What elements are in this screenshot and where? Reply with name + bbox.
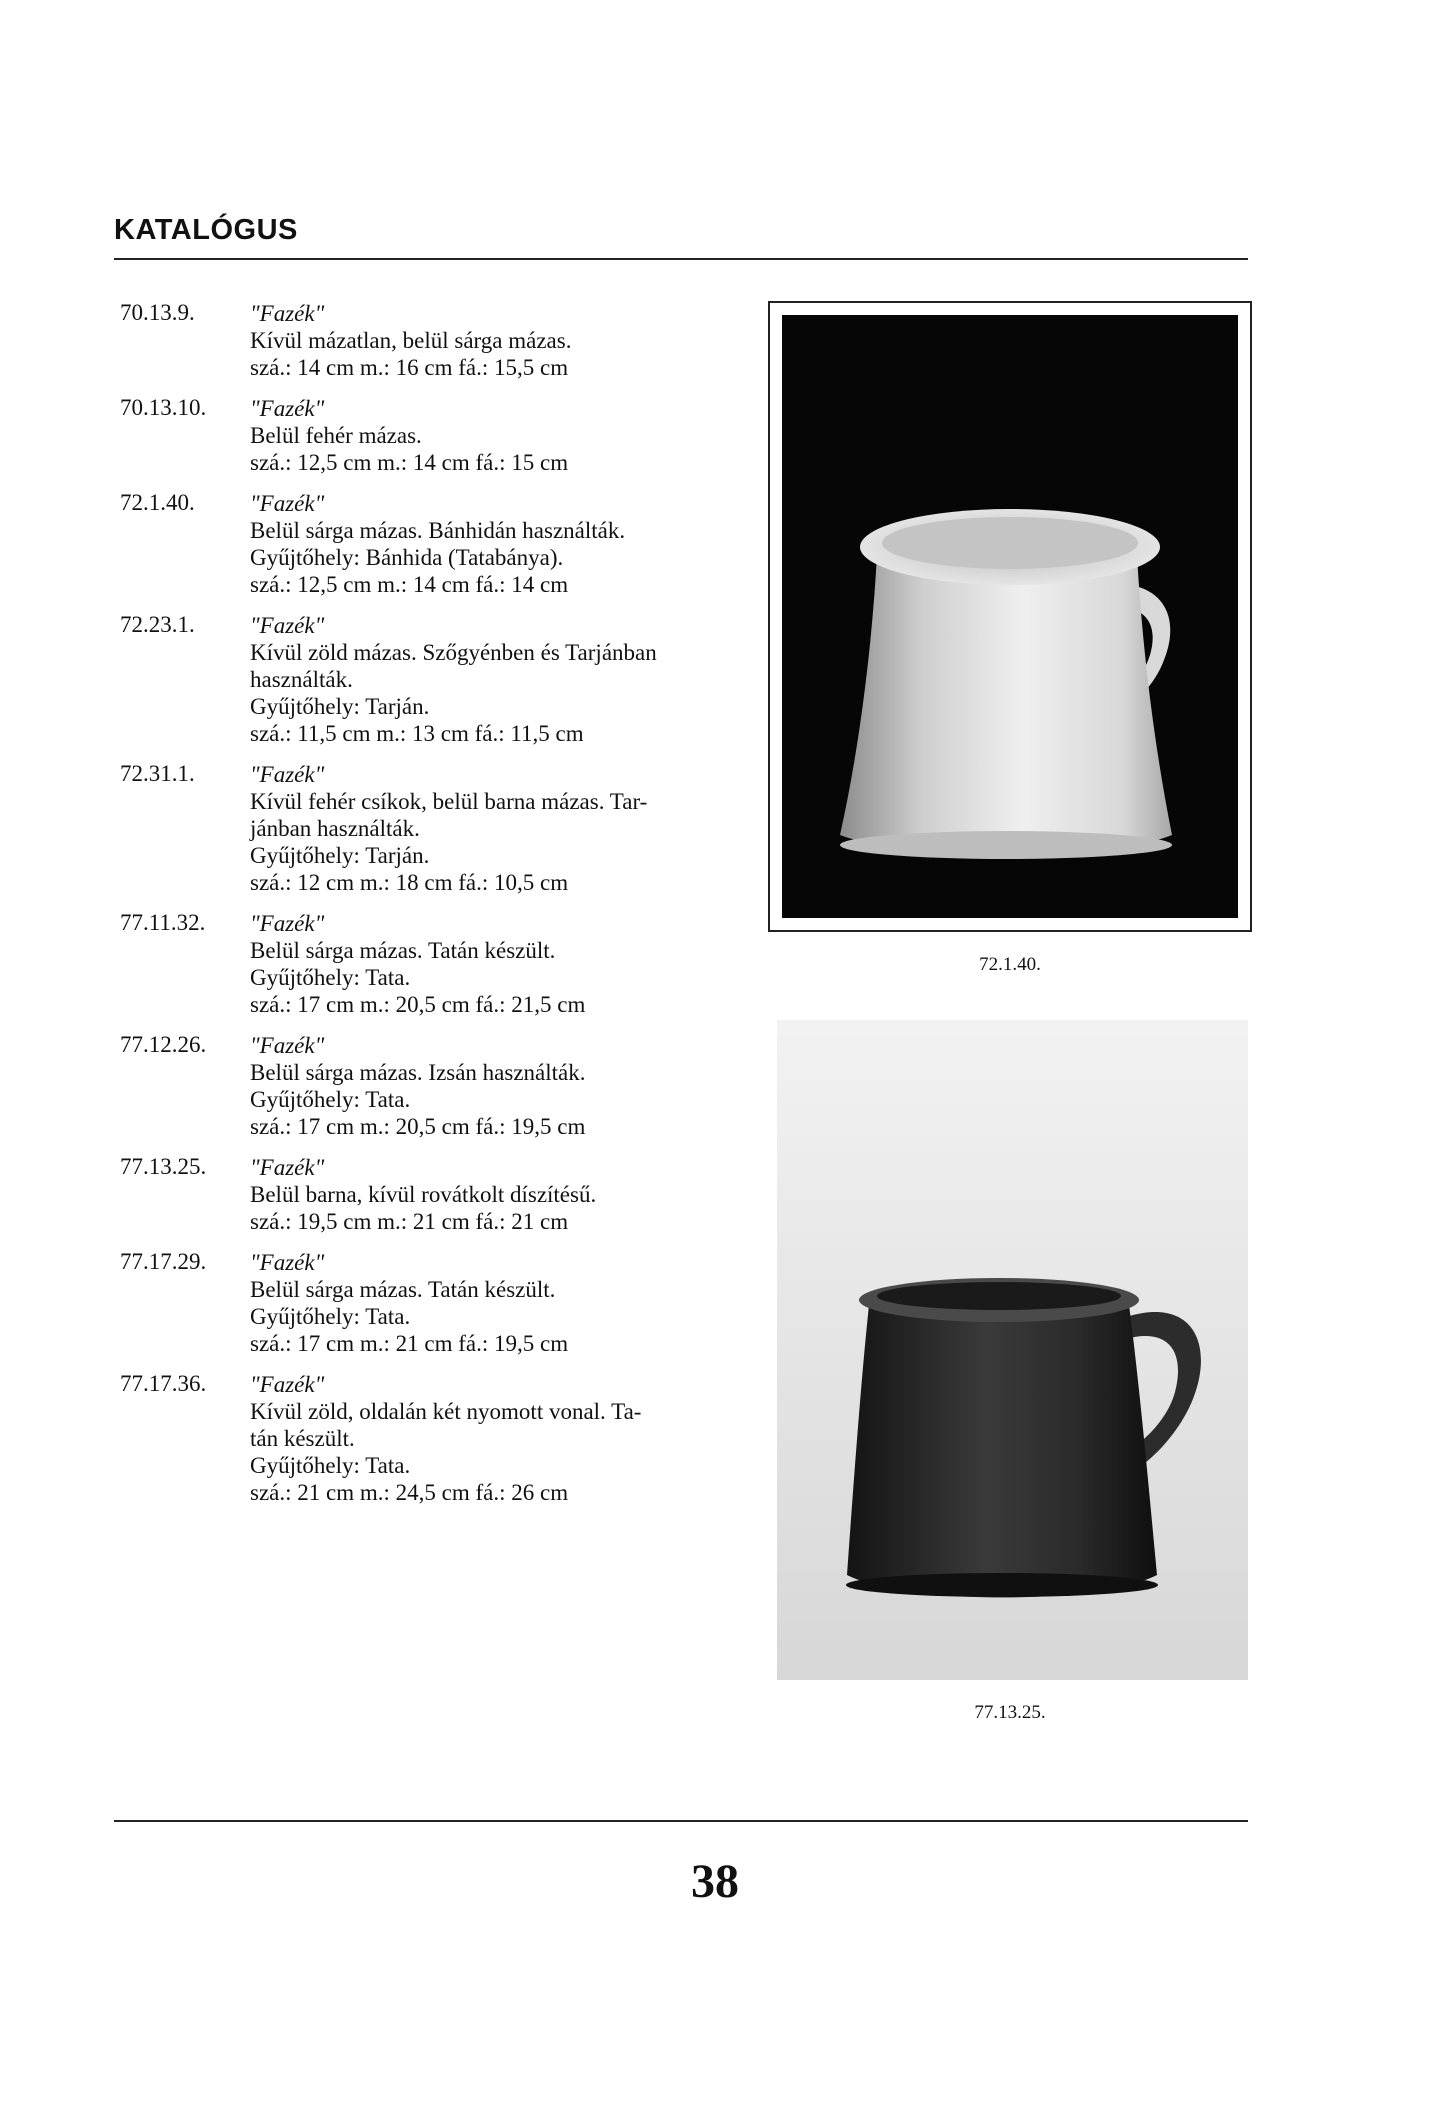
entry-line: használták.: [250, 667, 353, 692]
catalog-entry: [120, 612, 760, 747]
entry-line: Kívül zöld, oldalán két nyomott vonal. Ta-: [250, 1399, 642, 1424]
entry-body: [250, 490, 760, 598]
entry-line: Belül sárga mázas. Bánhidán használták.: [250, 518, 626, 543]
entry-line: Gyűjtőhely: Bánhida (Tatabánya).: [250, 545, 564, 570]
entry-line: Belül sárga mázas. Izsán használták.: [250, 1060, 586, 1085]
catalog-entry: [120, 1154, 760, 1235]
entry-id: 77.17.36.: [120, 1371, 207, 1396]
entry-line: szá.: 17 cm m.: 20,5 cm fá.: 19,5 cm: [250, 1114, 586, 1139]
entry-body: [250, 1154, 760, 1235]
entry-title: "Fazék": [250, 762, 325, 787]
catalog-entry: [120, 910, 760, 1018]
entry-line: szá.: 11,5 cm m.: 13 cm fá.: 11,5 cm: [250, 721, 584, 746]
entry-body: [250, 1032, 760, 1140]
photo-frame-72-1-40: [768, 301, 1252, 932]
entry-line: Gyűjtőhely: Tarján.: [250, 694, 430, 719]
entry-line: Belül fehér mázas.: [250, 423, 422, 448]
entry-title: "Fazék": [250, 491, 325, 516]
page-number: 38: [691, 1855, 739, 1908]
entry-id: 72.1.40.: [120, 490, 195, 515]
entry-title: "Fazék": [250, 301, 325, 326]
photo-72-1-40: [782, 315, 1238, 918]
entry-title: "Fazék": [250, 613, 325, 638]
entry-body: [250, 395, 760, 476]
entry-title: "Fazék": [250, 1155, 325, 1180]
entry-title: "Fazék": [250, 1033, 325, 1058]
entry-line: Belül sárga mázas. Tatán készült.: [250, 1277, 556, 1302]
entry-line: Kívül zöld mázas. Szőgyénben és Tarjánban: [250, 640, 657, 665]
photo-2-area: [777, 1020, 1248, 1680]
entry-body: [250, 1371, 760, 1506]
entry-title: "Fazék": [250, 1250, 325, 1275]
entry-id: 77.12.26.: [120, 1032, 207, 1057]
catalog-entry: [120, 1371, 760, 1506]
entry-line: szá.: 21 cm m.: 24,5 cm fá.: 26 cm: [250, 1480, 569, 1505]
entry-body: [250, 910, 760, 1018]
entry-line: Gyűjtőhely: Tata.: [250, 1087, 411, 1112]
entry-body: [250, 1249, 760, 1357]
entry-id: 70.13.9.: [120, 300, 195, 325]
catalog-header: KATALÓGUS: [114, 214, 298, 246]
entry-line: Gyűjtőhely: Tarján.: [250, 843, 430, 868]
entry-id: 72.23.1.: [120, 612, 195, 637]
catalog-entry: [120, 1249, 760, 1357]
catalog-entry: [120, 395, 760, 476]
entry-line: szá.: 12,5 cm m.: 14 cm fá.: 15 cm: [250, 450, 569, 475]
entry-title: "Fazék": [250, 396, 325, 421]
entry-line: Kívül fehér csíkok, belül barna mázas. Tar-: [250, 789, 648, 814]
entry-line: szá.: 14 cm m.: 16 cm fá.: 15,5 cm: [250, 355, 569, 380]
entry-body: [250, 300, 760, 381]
entry-id: 72.31.1.: [120, 761, 195, 786]
entry-title: "Fazék": [250, 911, 325, 936]
entry-line: Kívül mázatlan, belül sárga mázas.: [250, 328, 572, 353]
catalog-entry: [120, 300, 760, 381]
entry-body: [250, 612, 760, 747]
catalog-entry: [120, 1032, 760, 1140]
dark-pot-illustration: [777, 1020, 1248, 1680]
entry-line: Belül sárga mázas. Tatán készült.: [250, 938, 556, 963]
entry-line: Gyűjtőhely: Tata.: [250, 1304, 411, 1329]
footer-rule: [114, 1820, 1248, 1822]
entry-title: "Fazék": [250, 1372, 325, 1397]
white-pot-illustration: [782, 315, 1238, 918]
entry-id: 77.13.25.: [120, 1154, 207, 1179]
entry-line: szá.: 19,5 cm m.: 21 cm fá.: 21 cm: [250, 1209, 569, 1234]
catalog-entry: [120, 761, 760, 896]
photo-1-caption: 72.1.40.: [979, 954, 1041, 975]
entry-body: [250, 761, 760, 896]
entry-line: Gyűjtőhely: Tata.: [250, 1453, 411, 1478]
entry-line: szá.: 12 cm m.: 18 cm fá.: 10,5 cm: [250, 870, 569, 895]
entry-id: 70.13.10.: [120, 395, 207, 420]
entry-line: Belül barna, kívül rovátkolt díszítésű.: [250, 1182, 597, 1207]
entry-line: Gyűjtőhely: Tata.: [250, 965, 411, 990]
entry-line: szá.: 17 cm m.: 20,5 cm fá.: 21,5 cm: [250, 992, 586, 1017]
entry-id: 77.11.32.: [120, 910, 206, 935]
catalog-entries: [120, 300, 760, 1520]
photo-2-caption: 77.13.25.: [974, 1702, 1046, 1723]
entry-line: szá.: 17 cm m.: 21 cm fá.: 19,5 cm: [250, 1331, 569, 1356]
header-rule: [114, 258, 1248, 260]
entry-line: tán készült.: [250, 1426, 355, 1451]
entry-line: szá.: 12,5 cm m.: 14 cm fá.: 14 cm: [250, 572, 569, 597]
catalog-entry: [120, 490, 760, 598]
entry-line: jánban használták.: [250, 816, 420, 841]
entry-id: 77.17.29.: [120, 1249, 207, 1274]
